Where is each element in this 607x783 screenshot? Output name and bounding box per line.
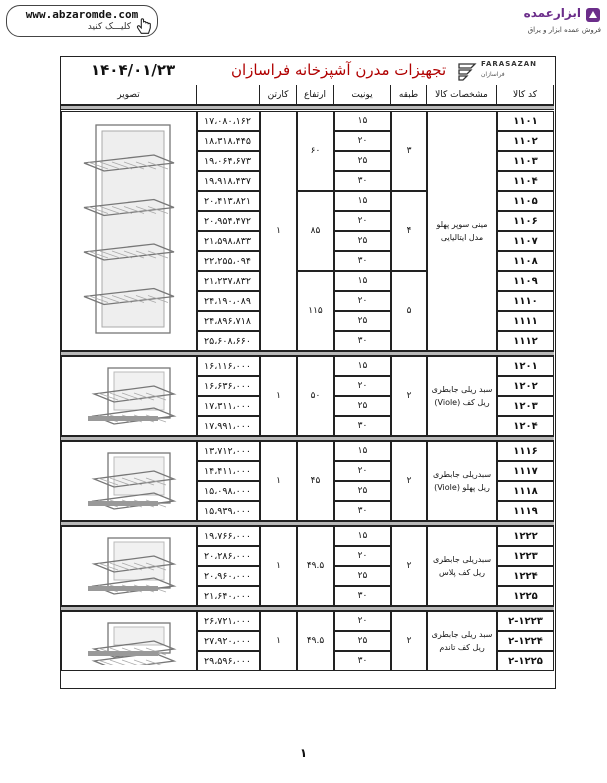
farasazan-logo-text: FARASAZAN [481,60,538,68]
price-table [61,85,554,685]
product-code: ۱۲۲۳ [497,546,554,566]
header-shelf: طبقه [391,85,427,105]
header-price [197,85,260,105]
carton-qty: ۱ [260,611,297,671]
unit-size: ۲۵ [334,311,391,331]
brand-mark-icon [585,7,601,23]
carton-qty: ۱ [260,526,297,606]
product-description: سبد ریلی جابطری ریل کف (Viole) [427,356,497,436]
click-here-label[interactable]: کلیـــک کنید [87,22,131,32]
unit-price: ۱۷،۹۹۱،۰۰۰ [197,416,260,436]
product-code: ۱۱۰۳ [497,151,554,171]
shelf-count: ۲ [391,611,427,671]
unit-size: ۱۵ [334,191,391,211]
unit-price: ۲۴،۱۹۰،۰۸۹ [197,291,260,311]
product-code: ۱۱۱۶ [497,441,554,461]
unit-price: ۲۲،۲۵۵،۰۹۴ [197,251,260,271]
unit-price: ۲۱،۵۹۸،۸۳۳ [197,231,260,251]
product-code: ۲-۱۲۲۵ [497,651,554,671]
unit-size: ۲۰ [334,546,391,566]
unit-price: ۱۵،۰۹۸،۰۰۰ [197,481,260,501]
product-description: سبدریلی جابطری ریل کف پلاس [427,526,497,606]
product-code: ۱۲۰۳ [497,396,554,416]
unit-size: ۲۵ [334,566,391,586]
unit-size: ۲۰ [334,211,391,231]
product-photo-icon [74,617,184,665]
header-unit: یونیت [334,85,391,105]
unit-price: ۱۹،۹۱۸،۴۳۷ [197,171,260,191]
website-url[interactable]: www.abzaromde.com [25,8,139,21]
unit-price: ۲۱،۲۳۷،۸۳۲ [197,271,260,291]
unit-price: ۱۳،۷۱۲،۰۰۰ [197,441,260,461]
unit-price: ۲۰،۴۱۳،۸۲۱ [197,191,260,211]
unit-size: ۱۵ [334,271,391,291]
product-code: ۱۱۰۱ [497,111,554,131]
unit-size: ۳۰ [334,501,391,521]
shelf-count: ۵ [391,271,427,351]
unit-size: ۲۵ [334,481,391,501]
product-photo-icon [74,447,184,515]
product-code: ۱۱۰۸ [497,251,554,271]
unit-price: ۲۵،۶۰۸،۶۶۰ [197,331,260,351]
product-code: ۱۱۱۹ [497,501,554,521]
document-date: ۱۴۰۴/۰۱/۲۳ [91,61,176,79]
height-value: ۶۰ [297,111,334,191]
product-code: ۱۱۱۷ [497,461,554,481]
height-value: ۱۱۵ [297,271,334,351]
header-code: کد کالا [497,85,554,105]
unit-size: ۲۰ [334,291,391,311]
unit-size: ۲۰ [334,131,391,151]
product-code: ۲-۱۲۲۴ [497,631,554,651]
product-description: مینی سوپر پهلو مدل ایتالیایی [427,111,497,351]
product-code: ۱۲۲۴ [497,566,554,586]
carton-qty: ۱ [260,111,297,351]
shelf-count: ۲ [391,441,427,521]
unit-size: ۲۵ [334,231,391,251]
unit-size: ۲۵ [334,631,391,651]
shelf-count: ۴ [391,191,427,271]
header-image: تصویر [61,85,197,105]
header-height: ارتفاع [297,85,334,105]
product-image [61,111,197,351]
unit-size: ۳۰ [334,171,391,191]
unit-price: ۱۴،۴۱۱،۰۰۰ [197,461,260,481]
unit-price: ۲۱،۶۴۰،۰۰۰ [197,586,260,606]
brand-tagline: فروش عمده ابزار و یراق [527,26,601,34]
unit-price: ۲۴،۸۹۶،۷۱۸ [197,311,260,331]
document-title: تجهیزات مدرن آشپزخانه فراسازان [231,61,447,79]
product-image [61,526,197,606]
carton-qty: ۱ [260,441,297,521]
product-code: ۱۲۰۱ [497,356,554,376]
page-number: ۱ [299,746,308,760]
product-image [61,356,197,436]
height-value: ۴۵ [297,441,334,521]
unit-price: ۲۰،۲۸۶،۰۰۰ [197,546,260,566]
unit-size: ۳۰ [334,251,391,271]
brand-name: ابزارعمده [523,6,581,20]
shelf-count: ۳ [391,111,427,191]
product-code: ۱۱۰۵ [497,191,554,211]
height-value: ۴۹.۵ [297,611,334,671]
unit-size: ۲۵ [334,396,391,416]
height-value: ۵۰ [297,356,334,436]
product-code: ۱۱۰۹ [497,271,554,291]
unit-size: ۱۵ [334,526,391,546]
unit-price: ۱۹،۰۶۴،۶۷۳ [197,151,260,171]
shelf-count: ۲ [391,356,427,436]
unit-price: ۲۰،۹۶۰،۰۰۰ [197,566,260,586]
unit-price: ۱۹،۷۶۶،۰۰۰ [197,526,260,546]
product-code: ۱۱۱۰ [497,291,554,311]
title-row [61,57,554,86]
product-code: ۱۱۰۶ [497,211,554,231]
price-sheet [60,56,556,689]
product-photo-icon [74,117,184,345]
website-badge[interactable] [6,5,158,37]
unit-size: ۳۰ [334,651,391,671]
product-code: ۱۱۰۲ [497,131,554,151]
unit-size: ۲۰ [334,611,391,631]
section-separator [61,105,554,110]
product-image [61,441,197,521]
unit-size: ۱۵ [334,356,391,376]
product-code: ۱۱۱۲ [497,331,554,351]
product-code: ۲-۱۲۲۳ [497,611,554,631]
height-value: ۸۵ [297,191,334,271]
unit-price: ۱۸،۳۱۸،۴۴۵ [197,131,260,151]
unit-size: ۱۵ [334,111,391,131]
header-spec: مشخصات کالا [427,85,497,105]
unit-price: ۲۷،۹۲۰،۰۰۰ [197,631,260,651]
hand-pointer-icon [135,18,153,36]
farasazan-logo [455,59,549,83]
product-code: ۱۲۲۵ [497,586,554,606]
farasazan-logo-subtext: فراسازان [481,71,505,78]
product-code: ۱۲۰۴ [497,416,554,436]
unit-price: ۱۷،۳۱۱،۰۰۰ [197,396,260,416]
product-code: ۱۱۰۷ [497,231,554,251]
unit-price: ۱۷،۰۸۰،۱۶۲ [197,111,260,131]
header-carton: کارتن [260,85,297,105]
brand-logo [481,6,601,42]
shelf-count: ۲ [391,526,427,606]
unit-size: ۳۰ [334,586,391,606]
unit-size: ۳۰ [334,416,391,436]
unit-size: ۳۰ [334,331,391,351]
unit-price: ۲۹،۵۹۶،۰۰۰ [197,651,260,671]
unit-size: ۲۰ [334,461,391,481]
product-image [61,611,197,671]
unit-price: ۲۰،۹۵۴،۴۷۲ [197,211,260,231]
height-value: ۴۹.۵ [297,526,334,606]
product-code: ۱۱۱۸ [497,481,554,501]
farasazan-logo-icon [457,60,479,82]
unit-price: ۲۶،۷۲۱،۰۰۰ [197,611,260,631]
unit-price: ۱۶،۶۳۶،۰۰۰ [197,376,260,396]
product-code: ۱۲۰۲ [497,376,554,396]
unit-size: ۲۵ [334,151,391,171]
unit-price: ۱۵،۹۳۹،۰۰۰ [197,501,260,521]
product-photo-icon [74,532,184,600]
product-photo-icon [74,362,184,430]
unit-size: ۲۰ [334,376,391,396]
product-code: ۱۱۱۱ [497,311,554,331]
product-code: ۱۲۲۲ [497,526,554,546]
product-code: ۱۱۰۴ [497,171,554,191]
carton-qty: ۱ [260,356,297,436]
unit-size: ۱۵ [334,441,391,461]
product-description: سبدریلی جابطری ریل پهلو (Viole) [427,441,497,521]
unit-price: ۱۶،۱۱۶،۰۰۰ [197,356,260,376]
product-description: سبد ریلی جابطری ریل کف تاندم [427,611,497,671]
